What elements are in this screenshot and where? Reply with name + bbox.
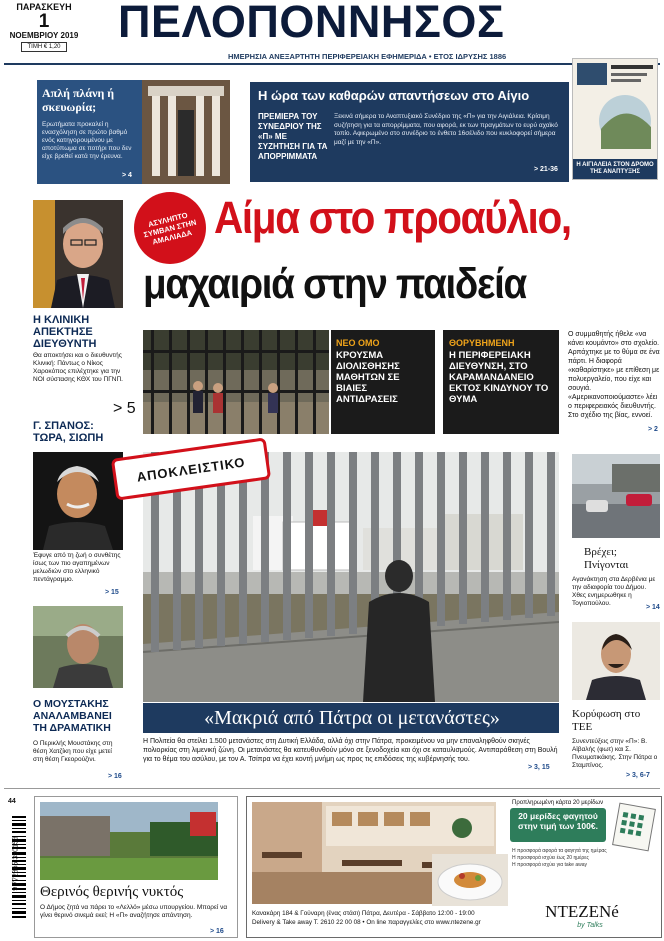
ad-card-image — [612, 802, 656, 852]
ad-bullets — [512, 848, 608, 869]
school-box1-text: ΚΡΟΥΣΜΑ ΔΙΟΛΙΣΘΗΣΗΣ ΜΑΘΗΤΩΝ ΣΕ ΒΙΑΙΕΣ ΑΝΤΙΔΡΑΣΕΙΣ — [336, 350, 400, 405]
right-low-body: Συνεντεύξεις στην «Π»: Β. Αϊβαλής (φωτ) και Σ. Πνευματικάκης. Στην Πάτρα ο Σταμπίνος. — [572, 738, 658, 769]
teaser-left-ref: > 4 — [122, 172, 132, 179]
ad-bullet-1: Η προσφορά αφορά τα φαγητά της ημέρας — [512, 848, 607, 854]
masthead-price: ΤΙΜΗ € 1,20 — [21, 42, 67, 52]
masthead-subtitle: ΗΜΕΡΗΣΙΑ ΑΝΕΞΑΡΤΗΤΗ ΠΕΡΙΦΕΡΕΙΑΚΗ ΕΦΗΜΕΡΙΔΑ • ΕΤΟΣ ΙΔΡΥΣΗΣ 1886 — [228, 52, 507, 61]
ad-bullet-2: Η προσφορά ισχύει έως 20 ημέρες — [512, 855, 589, 861]
story1-ref: > 5 — [113, 400, 136, 417]
ad-brand: ΝΤΕΖΕΝé — [545, 902, 619, 921]
right-low-ref: > 3, 6-7 — [626, 772, 650, 779]
right-top-body: Ο συμμαθητής ήθελε «να κάνει κουμάντο» στο σχολείο. Αρπάχτηκε με το θύμα σε ένα πάρτι. Η διαφορά «καθαρίστηκε» με επίθεση με πολυεργαλείο, που είχε και σουγιά. «Αμερικανοποιούμαστε» λέει ο περιφερειακός διευθυντής. Στο σχέδιο της βίας, εννοεί. — [568, 331, 660, 419]
right-top-ref: > 2 — [648, 426, 658, 433]
story3-ref: > 16 — [108, 773, 122, 780]
cinema-photo — [40, 802, 218, 880]
ad-bullet-3: Η προσφορά ισχύει για take away — [512, 862, 587, 868]
ad-top-text: Προπληρωμένη κάρτα 20 μερίδων — [512, 800, 604, 806]
exclusive-badge-text: ΑΠΟΚΛΕΙΣΤΙΚΟ — [135, 453, 247, 485]
aigio-left-label: ΠΡΕΜΙΕΡΑ ΤΟΥ ΣΥΝΕΔΡΙΟΥ ΤΗΣ «Π» ΜΕ ΣΥΖΗΤΗΣΗ ΓΙΑ ΤΑ ΑΠΟΡΡΙΜΜΑΤΑ — [258, 112, 328, 161]
right-mid-title: Βρέχει; Πνίγονται — [584, 546, 629, 571]
ad-brand-sub: by Talks — [577, 922, 603, 929]
aigio-ref: > 21-36 — [534, 166, 558, 173]
moustakis-photo — [33, 606, 123, 688]
bottom-left-body: Ο Δήμος ζητά να πάρει το «Λελλό» μέσω υπουργείου. Μπορεί να γίνει θερινό σινεμά εκεί; Η «Π» αναζήτησε απάντηση. — [40, 904, 228, 919]
ad-address: Κανακάρη 184 & Γούναρη (ένας στάσι) Πάτρα, Δευτέρα - Σάββατο 12:00 - 19:00 — [252, 910, 475, 917]
masthead-date-box — [4, 2, 84, 52]
exclusive-ref: > 3, 15 — [528, 764, 550, 771]
migrants-photo — [143, 452, 559, 702]
ad-offer: 20 μερίδες φαγητού στην τιμή των 100€. — [518, 811, 598, 831]
bottom-left-title: Θερινός θερινής νυκτός — [40, 884, 184, 900]
aigio-body: Ξεκινά σήμερα το Αναπτυξιακό Συνέδριο της «Π» για την Αιγιάλεια. Κρίσιμη συζήτηση για τα απορρίμματα, που αφορά, εκ των πραγμάτων το ευρύ αχαϊκό τοπίο. Αφιερωμένο στο συνέδριο το ένθετο 16σέλιδο που κυκλοφορεί σήμερα μαζί με την «Π». — [334, 113, 558, 146]
story1-title: Η ΚΛΙΝΙΚΗ ΑΠΕΚΤΗΣΕ ΔΙΕΥΘΥΝΤΗ — [33, 314, 97, 350]
courthouse-photo — [142, 80, 230, 184]
right-mid-body: Αγανάκτηση στα Δερβένια με την αδιαφορία του Δήμου. Χθες ενημερωθηκε η Τογιοπούλου. — [572, 576, 656, 607]
story3-body: Ο Περικλής Μουστάκης στη θέση Χατζίκη που είχε μετεί στη θέση Γκεορούζινι. — [33, 740, 113, 763]
exclusive-body: Η Πολιτεία θα στείλει 1.500 μετανάστες στη Δυτική Ελλάδα, αλλά όχι στην Πάτρα, προκειμένου να μην επαναληφθούν σκηνές πολιορκίας στη λιμενική ζώνη. Οι μετανάστες θα κατευθυνθούν μόνο σε ξενοδοχεία και όχι σε καταυλισμούς. Αντιπαράθεση στη Βουλή για το θέμα του ασύλου, με τον Α. Τσίπρα να έχει κοντή μνήμη ως προς τις επιδόσεις της κυβέρνησής του. — [143, 738, 558, 763]
right-mid-ref: > 14 — [646, 604, 660, 611]
story2-title: Γ. ΣΠΑΝΟΣ: ΤΩΡΑ, ΣΙΩΠΗ — [33, 420, 104, 444]
masthead-month-year: ΝΟΕΜΒΡΙΟΥ 2019 — [9, 31, 79, 40]
headline-badge-text: ΑΣΥΛΗΠΤΟ ΣΥΜΒΑΝ ΣΤΗΝ ΑΜΑΛΙΑΔΑ — [142, 210, 198, 246]
barcode-digits: 9 772865 350153 — [12, 836, 20, 891]
bottom-left-ref: > 16 — [210, 928, 224, 935]
director-photo — [33, 200, 123, 308]
headline-badge — [134, 192, 206, 264]
school-box2-kicker: ΘΟΡΥΒΗΜΕΝΗ — [449, 338, 515, 348]
story3-title: Ο ΜΟΥΣΤΑΚΗΣ ΑΝΑΛΑΜΒΑΝΕΙ ΤΗ ΔΡΑΜΑΤΙΚΗ — [33, 698, 112, 734]
spanos-photo — [33, 452, 123, 550]
aigio-box-title: Η ώρα των καθαρών απαντήσεων στο Αίγιο — [258, 88, 530, 103]
school-box2-text: Η ΠΕΡΙΦΕΡΕΙΑΚΗ ΔΙΕΥΘΥΝΣΗ, ΣΤΟ ΚΑΡΑΜΑΝΔΑΝΕΙΟ ΕΚΤΟΣ ΚΙΝΔΥΝΟΥ ΤΟ ΘΥΜΑ — [449, 350, 549, 405]
masthead-date-num: 1 — [38, 11, 50, 32]
ad-contact: Delivery & Take away T. 2610 22 00 08 • On line παραγγελίες στο www.ntezene.gr — [252, 919, 481, 926]
exclusive-title: «Μακριά από Πάτρα οι μετανάστες» — [204, 707, 500, 729]
headline-line2: μαχαιριά στην παιδεία — [143, 260, 526, 308]
supplement-cover — [572, 58, 658, 180]
supplement-caption: Η ΑΙΓΙΑΛΕΙΑ ΣΤΟΝ ΔΡΟΜΟ ΤΗΣ ΑΝΑΠΤΥΞΗΣ — [573, 159, 657, 179]
right-low-title: Κορύφωση στο ΤΕΕ — [572, 708, 641, 733]
tee-photo — [572, 622, 660, 700]
teaser-left-title: Απλή πλάνη ή σκευωρία; — [42, 86, 115, 114]
masthead-day: ΠΑΡΑΣΚΕΥΗ — [16, 2, 72, 12]
school-photo — [143, 330, 329, 434]
school-box1-kicker: ΝΕΟ ΟΜΟ — [336, 338, 380, 348]
flood-photo — [572, 454, 660, 538]
story2-ref: > 15 — [105, 589, 119, 596]
teaser-left-body: Ερωτήματα προκαλεί η ενασχόληση σε πρώτο βαθμό ενός κατηγορουμένου με αποτύπωμα σε ποτήρι που δεν είχε βρεθεί κατά την έρευνα. — [42, 121, 132, 160]
story1-body: Θα αποκτήσει και ο διευθυντής Κλινική: Πάντως ο Νίκος Χαροκόπος επιλέχτηκε για την ΝΟΙ σύστασης ΚΘΧ του ΠΓΝΠ. — [33, 352, 123, 383]
story2-body: Έφυγε από τη ζωή ο συνθέτης ίσως των πιο αγαπημένων μελωδιών στο ελληνικό πεντάγραμμο. — [33, 552, 121, 583]
barcode-issue: 44 — [8, 798, 16, 805]
headline-line1: Αίμα στο προαύλιο, — [214, 192, 571, 243]
bottom-rule — [4, 788, 660, 789]
masthead-rule — [4, 63, 660, 65]
ad-dish-photo — [432, 854, 508, 906]
masthead-title: ΠΕΛΟΠΟΝΝΗΣΟΣ — [118, 0, 505, 47]
